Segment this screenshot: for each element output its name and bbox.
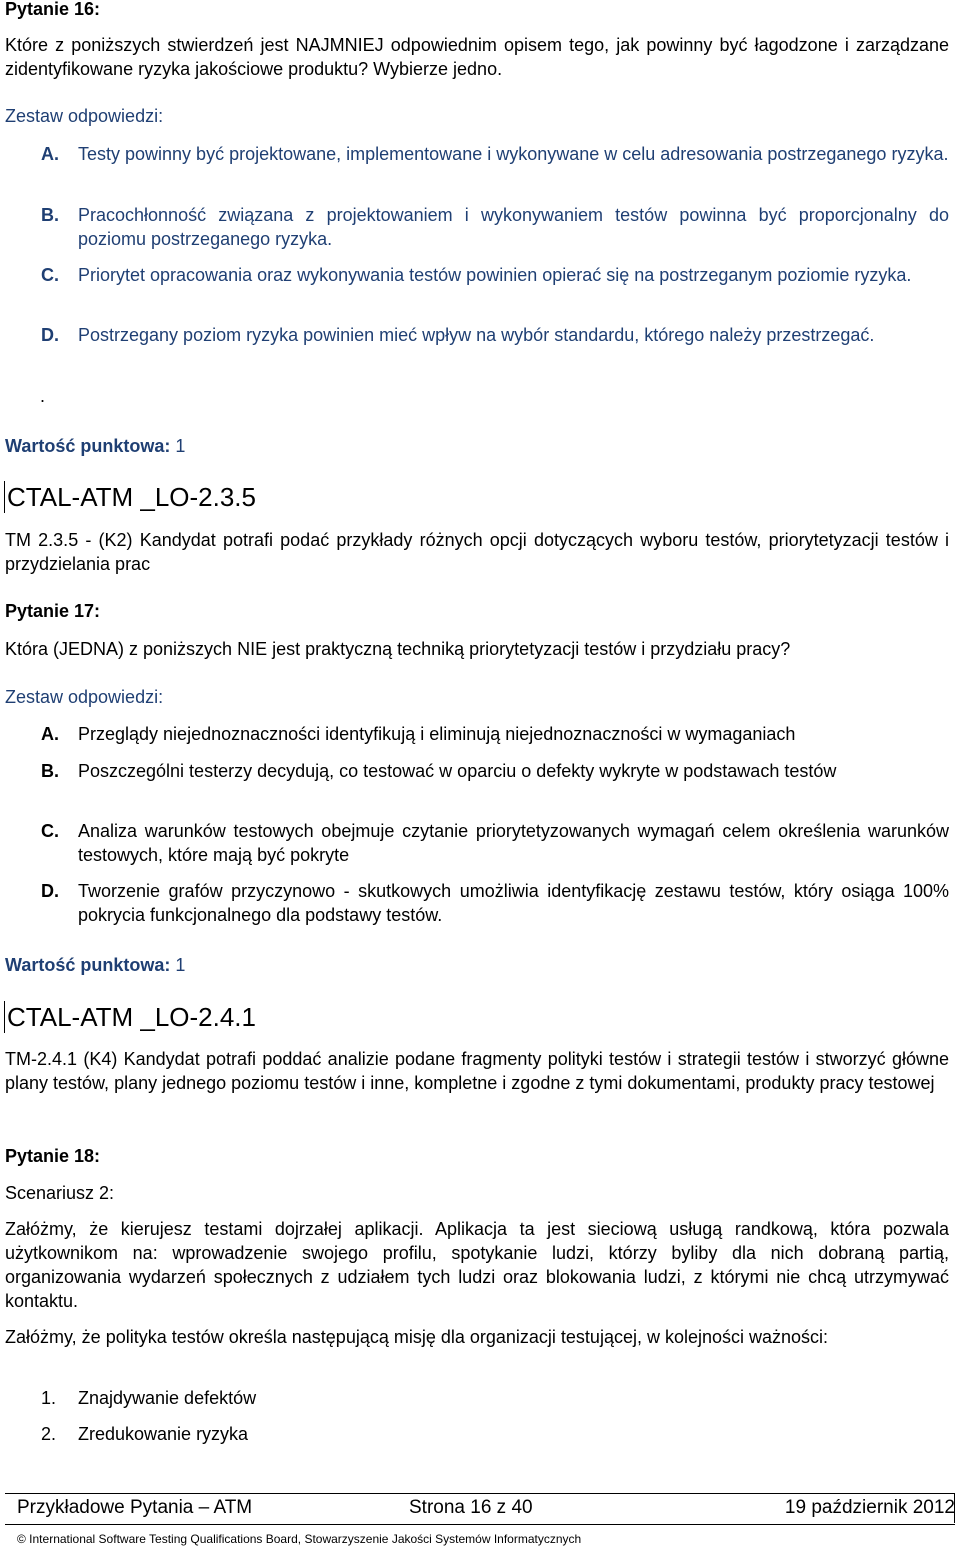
option-letter: B. (41, 761, 59, 781)
option-letter: B. (41, 205, 59, 225)
option-letter: A. (41, 144, 59, 164)
scenario-label: Scenariusz 2: (5, 1183, 115, 1203)
question-16-text: Które z poniższych stwierdzeń jest NAJMNIEJ odpowiednim opisem tego, jak powinny być łagodzone i zarządzane zidentyfikowane ryzyka jakościowe produktu? Wybierze jedno. (5, 35, 949, 79)
mission-item-1 (41, 1386, 256, 1410)
scenario-paragraph-2: Załóżmy, że polityka testów określa następującą misję dla organizacji testującej, w kolejności ważności: (5, 1327, 829, 1347)
question-17-option-d (41, 879, 949, 927)
question-16-title: Pytanie 16: (5, 0, 101, 19)
question-17-answers-label: Zestaw odpowiedzi: (5, 687, 164, 707)
points-label: Wartość punktowa: (5, 955, 171, 975)
question-16-option-c (41, 263, 949, 287)
learning-objective-heading-2-4-1: CTAL-ATM _LO-2.4.1 (4, 1001, 256, 1033)
footer-date: 19 październik 2012 (784, 1497, 955, 1518)
question-16-answers-label: Zestaw odpowiedzi: (5, 106, 164, 126)
question-17-points (5, 953, 185, 977)
points-label: Wartość punktowa: (5, 436, 171, 456)
question-16-option-d (41, 323, 949, 347)
stray-dot: . (40, 386, 46, 406)
option-letter: A. (41, 724, 59, 744)
option-text: Tworzenie grafów przyczynowo - skutkowych umożliwia identyfikację zestawu testów, który osiąga 100% pokrycia funkcjonalnego dla podstawy testów. (78, 881, 949, 925)
footer-page-number: Strona 16 z 40 (409, 1497, 533, 1518)
list-text: Zredukowanie ryzyka (78, 1424, 249, 1444)
question-16-option-b (41, 203, 949, 251)
scenario-paragraph-1: Załóżmy, że kierujesz testami dojrzałej aplikacji. Aplikacja ta jest sieciową usługą randkową, która pozwala użytkownikom na: wprowadzenie swojego profilu, spotykanie ludzi, którzy byliby dla nich dobraną partią, organizowania wydarzeń społecznych z udziałem tych ludzi oraz blokowania ludzi, z którymi nie chcą utrzymywać kontaktu. (5, 1219, 949, 1311)
footer-document-title: Przykładowe Pytania – ATM (17, 1497, 253, 1518)
question-17-option-a (41, 722, 949, 746)
option-text: Priorytet opracowania oraz wykonywania testów powinien opierać się na postrzeganym poziomie ryzyka. (78, 265, 912, 285)
footer-bottom-rule (5, 1524, 955, 1525)
question-16-points (5, 434, 185, 458)
footer-top-rule (5, 1493, 955, 1494)
question-17-option-b (41, 759, 949, 783)
list-number: 2. (41, 1424, 57, 1444)
option-letter: C. (41, 265, 59, 285)
option-text: Pracochłonność związana z projektowaniem i wykonywaniem testów powinna być proporcjonalny do poziomu postrzeganego ryzyka. (78, 205, 949, 249)
points-value: 1 (175, 955, 186, 975)
option-letter: D. (41, 881, 59, 901)
question-16-option-a (41, 142, 949, 166)
question-18-title: Pytanie 18: (5, 1146, 101, 1166)
question-17-option-c (41, 819, 949, 867)
learning-objective-heading-2-3-5: CTAL-ATM _LO-2.3.5 (4, 481, 256, 513)
mission-item-2 (41, 1422, 248, 1446)
option-letter: D. (41, 325, 59, 345)
list-number: 1. (41, 1388, 57, 1408)
option-text: Postrzegany poziom ryzyka powinien mieć wpływ na wybór standardu, którego należy przestrzegać. (78, 325, 875, 345)
option-text: Przeglądy niejednoznaczności identyfikują i eliminują niejednoznaczności w wymaganiach (78, 724, 796, 744)
list-text: Znajdywanie defektów (78, 1388, 257, 1408)
option-letter: C. (41, 821, 59, 841)
question-17-text: Która (JEDNA) z poniższych NIE jest praktyczną techniką priorytetyzacji testów i przydziału pracy? (5, 639, 791, 659)
option-text: Poszczególni testerzy decydują, co testować w oparciu o defekty wykryte w podstawach testów (78, 761, 837, 781)
option-text: Testy powinny być projektowane, implementowane i wykonywane w celu adresowania postrzeganego ryzyka. (78, 144, 949, 164)
question-17-title: Pytanie 17: (5, 601, 101, 621)
points-value: 1 (175, 436, 186, 456)
learning-objective-description-2-3-5: TM 2.3.5 - (K2) Kandydat potrafi podać przykłady różnych opcji dotyczących wyboru testów, priorytetyzacji testów i przydzielania prac (5, 530, 949, 574)
option-text: Analiza warunków testowych obejmuje czytanie priorytetyzowanych wymagań celem określenia warunków testowych, które mają być pokryte (78, 821, 949, 865)
footer-copyright: © International Software Testing Qualifications Board, Stowarzyszenie Jakości Systemów Informatycznych (17, 1532, 582, 1546)
learning-objective-description-2-4-1: TM-2.4.1 (K4) Kandydat potrafi poddać analizie podane fragmenty polityki testów i strategii testów i stworzyć główne plany testów, plany jednego poziomu testów i inne, kompletne i zgodne z tymi dokumentami, produkty pracy testowej (5, 1049, 949, 1093)
